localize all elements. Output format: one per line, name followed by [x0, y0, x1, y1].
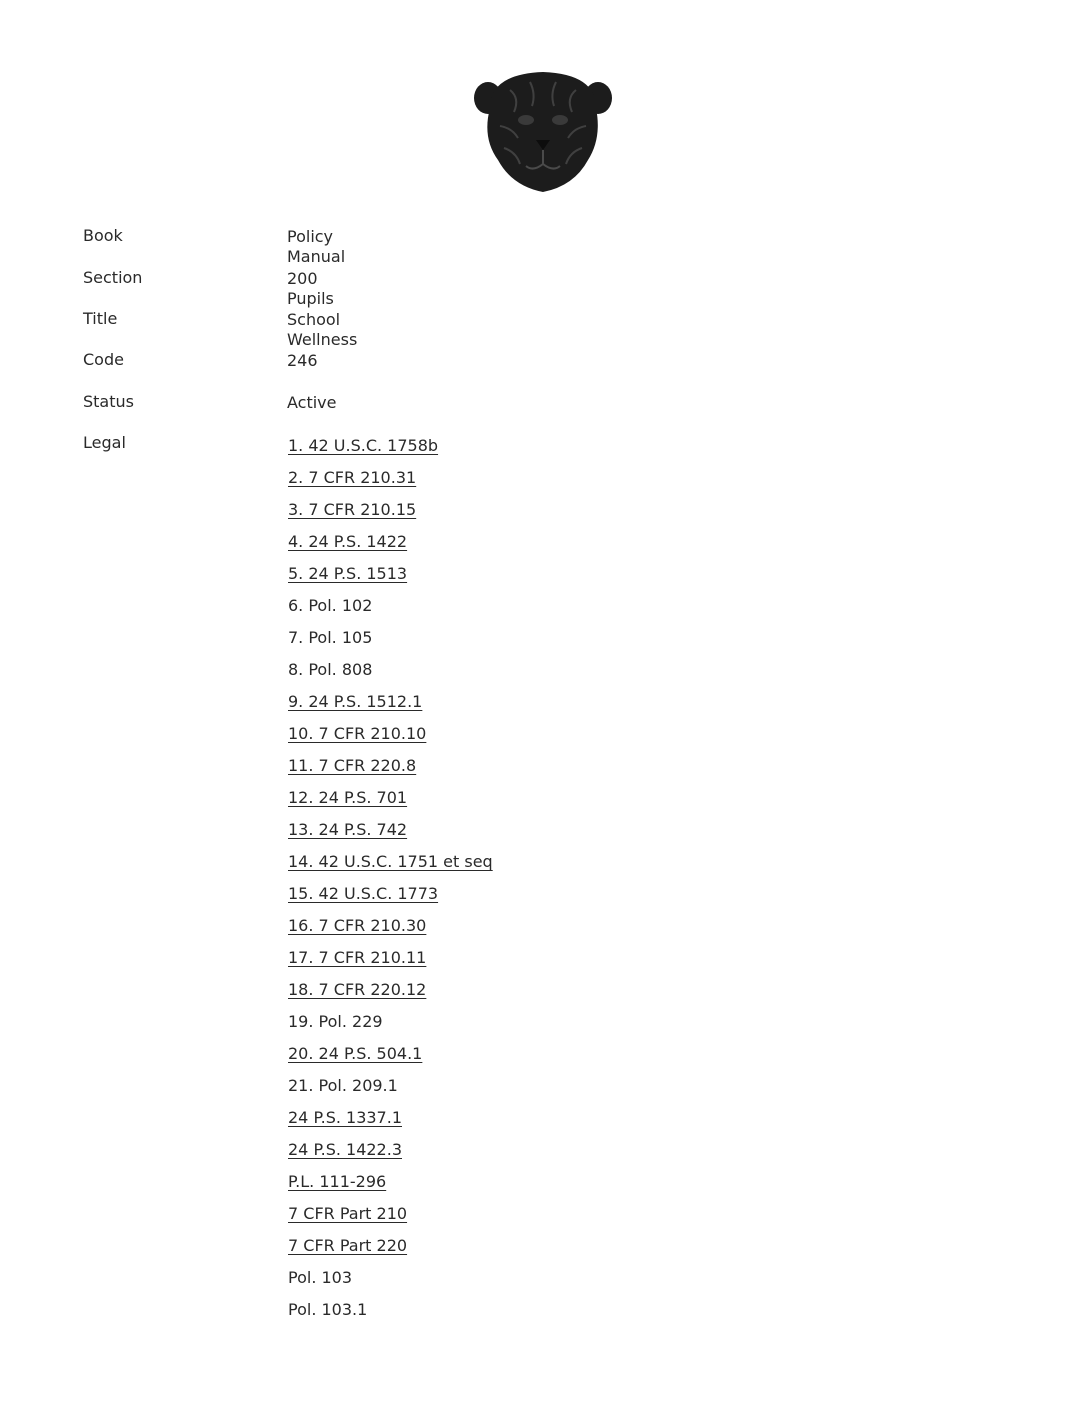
legal-reference-link[interactable]: 3. 7 CFR 210.15: [288, 500, 417, 519]
book-value: Policy Manual: [287, 227, 346, 266]
legal-reference-link[interactable]: 14. 42 U.S.C. 1751 et seq: [288, 852, 493, 871]
legal-reference-item: [288, 884, 493, 916]
legal-reference-link[interactable]: 5. 24 P.S. 1513: [288, 564, 408, 583]
legal-reference-link[interactable]: 24 P.S. 1337.1: [288, 1108, 402, 1127]
legal-reference-link[interactable]: 13. 24 P.S. 742: [288, 820, 408, 839]
status-label: Status: [83, 392, 134, 411]
legal-reference-link[interactable]: P.L. 111-296: [288, 1172, 387, 1191]
legal-reference-text: 19. Pol. 229: [288, 1012, 383, 1031]
legal-reference-item: [288, 1140, 493, 1172]
legal-reference-item: [288, 756, 493, 788]
status-value: Active: [287, 393, 337, 412]
legal-reference-link[interactable]: 20. 24 P.S. 504.1: [288, 1044, 423, 1063]
legal-reference-link[interactable]: 10. 7 CFR 210.10: [288, 724, 427, 743]
legal-reference-item: [288, 436, 493, 468]
title-value: School Wellness: [287, 310, 358, 349]
legal-reference-link[interactable]: 4. 24 P.S. 1422: [288, 532, 408, 551]
legal-reference-link[interactable]: 16. 7 CFR 210.30: [288, 916, 427, 935]
legal-reference-link[interactable]: 15. 42 U.S.C. 1773: [288, 884, 439, 903]
legal-reference-item: [288, 564, 493, 596]
legal-reference-text: Pol. 103.1: [288, 1300, 368, 1319]
legal-reference-item: [288, 916, 493, 948]
legal-reference-text: Pol. 103: [288, 1268, 353, 1287]
legal-reference-item: [288, 596, 493, 628]
legal-reference-text: 8. Pol. 808: [288, 660, 373, 679]
legal-reference-item: [288, 1012, 493, 1044]
legal-label: Legal: [83, 433, 126, 452]
legal-reference-item: [288, 1076, 493, 1108]
legal-reference-item: [288, 980, 493, 1012]
tiger-head-icon: [470, 68, 616, 196]
legal-reference-item: [288, 468, 493, 500]
legal-reference-link[interactable]: 1. 42 U.S.C. 1758b: [288, 436, 439, 455]
legal-reference-text: 21. Pol. 209.1: [288, 1076, 398, 1095]
legal-references-list: [288, 436, 493, 1332]
code-label: Code: [83, 350, 124, 369]
legal-reference-link[interactable]: 9. 24 P.S. 1512.1: [288, 692, 423, 711]
legal-reference-link[interactable]: 24 P.S. 1422.3: [288, 1140, 402, 1159]
legal-reference-item: [288, 1172, 493, 1204]
legal-reference-item: [288, 788, 493, 820]
legal-reference-item: [288, 1204, 493, 1236]
legal-reference-item: [288, 852, 493, 884]
legal-reference-item: [288, 500, 493, 532]
legal-reference-item: [288, 1300, 493, 1332]
legal-reference-link[interactable]: 12. 24 P.S. 701: [288, 788, 408, 807]
legal-reference-link[interactable]: 18. 7 CFR 220.12: [288, 980, 427, 999]
legal-reference-item: [288, 820, 493, 852]
legal-reference-link[interactable]: 11. 7 CFR 220.8: [288, 756, 417, 775]
legal-reference-item: [288, 1108, 493, 1140]
legal-reference-item: [288, 628, 493, 660]
legal-reference-item: [288, 948, 493, 980]
legal-reference-item: [288, 532, 493, 564]
legal-reference-item: [288, 1236, 493, 1268]
tiger-head-logo: [470, 68, 616, 196]
legal-reference-item: [288, 660, 493, 692]
legal-reference-item: [288, 692, 493, 724]
section-label: Section: [83, 268, 143, 287]
legal-reference-link[interactable]: 7 CFR Part 210: [288, 1204, 408, 1223]
book-label: Book: [83, 226, 123, 245]
legal-reference-item: [288, 1268, 493, 1300]
legal-reference-item: [288, 724, 493, 756]
section-value: 200 Pupils: [287, 269, 334, 308]
legal-reference-link[interactable]: 2. 7 CFR 210.31: [288, 468, 417, 487]
legal-reference-text: 6. Pol. 102: [288, 596, 373, 615]
code-value: 246: [287, 351, 318, 370]
legal-reference-link[interactable]: 7 CFR Part 220: [288, 1236, 408, 1255]
title-label: Title: [83, 309, 118, 328]
legal-reference-item: [288, 1044, 493, 1076]
legal-reference-link[interactable]: 17. 7 CFR 210.11: [288, 948, 427, 967]
legal-reference-text: 7. Pol. 105: [288, 628, 373, 647]
